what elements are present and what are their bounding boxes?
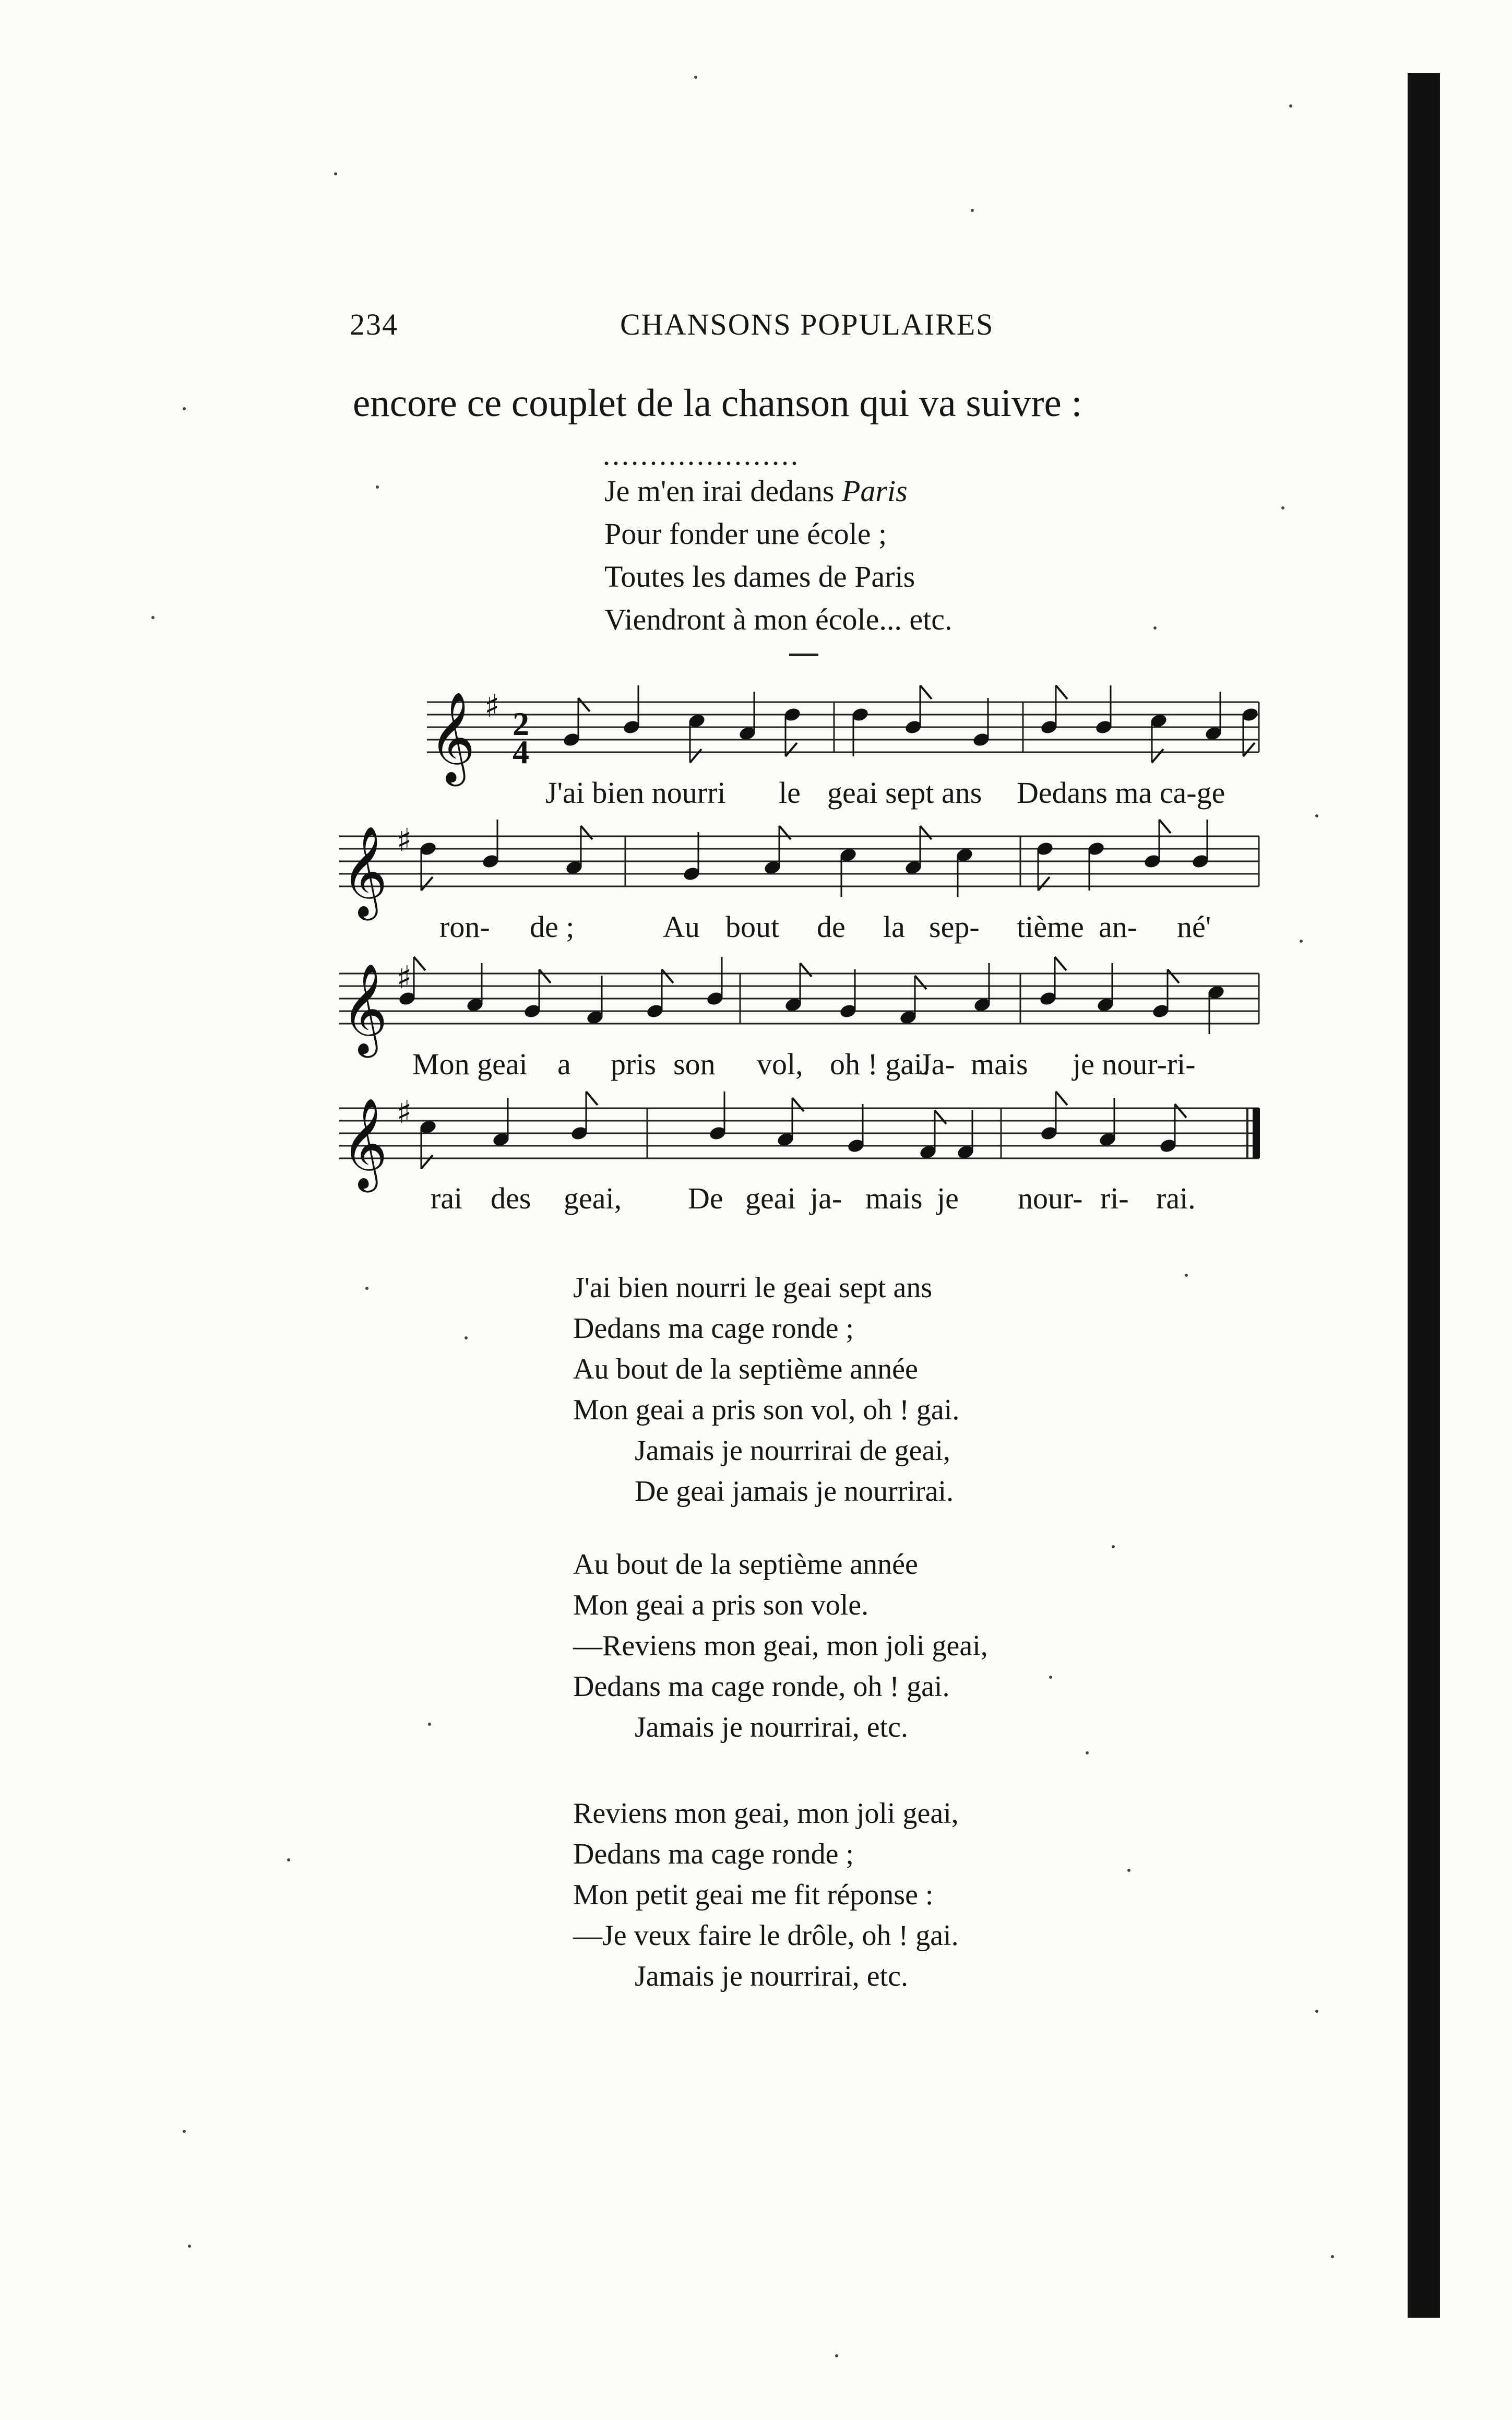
lyric-syllable: de ;: [530, 910, 575, 944]
lyric-syllable: son: [673, 1047, 716, 1081]
stanza-line: Mon geai a pris son vole.: [573, 1589, 869, 1621]
refrain-line: Jamais je nourrirai, etc.: [635, 1711, 909, 1743]
scan-speck: [365, 1287, 368, 1290]
scan-speck: [694, 76, 697, 79]
running-title: CHANSONS POPULAIRES: [620, 307, 994, 341]
note-flag: [586, 1092, 598, 1105]
scan-speck: [1315, 814, 1318, 817]
stanza: [573, 1544, 988, 1748]
dotted-line: .....................: [603, 439, 800, 471]
stanza-line: Au bout de la septième année: [573, 1548, 918, 1581]
lyric-syllable: Dedans ma ca-ge: [1017, 776, 1225, 810]
time-signature-bottom: 4: [513, 733, 529, 770]
scan-speck: [465, 1336, 468, 1339]
stanza-line: Dedans ma cage ronde, oh ! gai.: [573, 1670, 950, 1703]
note-flag: [662, 969, 673, 983]
verse-line: Toutes les dames de Paris: [604, 560, 915, 594]
page-number: 234: [350, 307, 398, 341]
note-flag: [1175, 1104, 1186, 1118]
stanza-line: Dedans ma cage ronde ;: [573, 1838, 854, 1870]
lyric-syllable: oh ! gai.: [830, 1047, 930, 1081]
verse-line: Pour fonder une école ;: [604, 517, 887, 551]
scan-speck: [428, 1723, 431, 1726]
note-flag: [920, 685, 932, 699]
scan-speck: [1127, 1869, 1130, 1872]
lyric-syllable: mais: [865, 1181, 923, 1215]
lyric-syllable: mais: [971, 1047, 1028, 1081]
scan-speck: [188, 2245, 191, 2248]
note-flag: [779, 826, 791, 839]
lyric-syllable: Mon geai: [412, 1047, 528, 1081]
intro-text: encore ce couplet de la chanson qui va suivre :: [353, 382, 1082, 425]
scan-speck: [1049, 1676, 1052, 1679]
note-flag: [1055, 957, 1066, 970]
verse-line: Viendront à mon école... etc.: [604, 602, 953, 636]
lyric-syllable: bout: [725, 910, 780, 944]
scan-speck: [334, 172, 337, 175]
note-flag: [1168, 969, 1179, 983]
lyric-syllable: rai.: [1156, 1181, 1196, 1215]
treble-clef-icon: 𝄞: [341, 963, 388, 1054]
scan-speck: [183, 2130, 186, 2133]
stanza-line: Au bout de la septième année: [573, 1353, 918, 1385]
note-flag: [414, 957, 425, 970]
verse-line: Je m'en irai dedans Paris: [604, 474, 908, 508]
refrain-line: Jamais je nourrirai, etc.: [635, 1960, 909, 1992]
stanza-line: —Je veux faire le drôle, oh ! gai.: [573, 1919, 959, 1952]
lyric-syllable: le: [779, 776, 801, 810]
note-flag: [421, 877, 433, 891]
final-bar-thick: [1253, 1108, 1260, 1158]
note-flag: [581, 826, 592, 839]
lyric-syllable: vol,: [757, 1047, 803, 1081]
lyric-syllable: pris: [611, 1047, 656, 1081]
lyric-syllable: an-: [1099, 910, 1138, 944]
scan-speck: [1300, 940, 1303, 943]
lyric-syllable: geai sept ans: [827, 776, 982, 810]
lyric-syllable: ri-: [1100, 1181, 1129, 1215]
lyric-syllable: ron-: [439, 910, 490, 944]
lyric-syllable: rai: [431, 1181, 463, 1215]
refrain-line: De geai jamais je nourrirai.: [635, 1475, 954, 1508]
scan-speck: [183, 407, 186, 410]
scan-speck: [971, 209, 974, 212]
refrain-line: Jamais je nourrirai de geai,: [635, 1434, 950, 1467]
lyric-syllable: je: [937, 1181, 959, 1215]
lyric-syllable: de: [817, 910, 846, 944]
stanza-line: Mon petit geai me fit réponse :: [573, 1879, 934, 1911]
note-flag: [1056, 685, 1067, 699]
scan-speck: [1289, 104, 1292, 108]
verse-italic: Paris: [841, 474, 908, 508]
note-flag: [1056, 1092, 1067, 1105]
scan-speck: [287, 1858, 290, 1861]
stanza-line: —Reviens mon geai, mon joli geai,: [573, 1630, 988, 1662]
lyric-syllable: nour-: [1018, 1181, 1083, 1215]
note-flag: [1159, 820, 1171, 833]
lyric-syllable: tième: [1017, 910, 1084, 944]
sharp-icon: ♯: [484, 688, 500, 725]
lyric-syllable: je nour-ri-: [1073, 1047, 1196, 1081]
scan-speck: [1086, 1751, 1089, 1754]
lyric-syllable: geai,: [564, 1181, 622, 1215]
note-flag: [1038, 877, 1050, 891]
stanza: [573, 1267, 959, 1512]
scan-speck: [151, 616, 154, 619]
treble-clef-icon: 𝄞: [429, 692, 475, 782]
note-flag: [792, 1098, 804, 1111]
note-flag: [935, 1110, 946, 1124]
sharp-icon: ♯: [397, 822, 412, 859]
lyric-syllable: Ja-: [920, 1047, 955, 1081]
scan-speck: [1112, 1545, 1115, 1548]
lyric-syllable: la: [883, 910, 905, 944]
scan-speck: [1153, 626, 1157, 630]
lyric-syllable: J'ai bien nourri: [545, 776, 726, 810]
note-flag: [785, 743, 797, 756]
note-flag: [539, 969, 551, 983]
note-flag: [920, 826, 932, 839]
lyric-syllable: sep-: [929, 910, 980, 944]
stanza-line: J'ai bien nourri le geai sept ans: [573, 1272, 933, 1304]
stanza-line: Reviens mon geai, mon joli geai,: [573, 1797, 959, 1830]
note-flag: [1243, 743, 1255, 756]
scan-speck: [1331, 2255, 1334, 2258]
stanza-line: Mon geai a pris son vol, oh ! gai.: [573, 1394, 960, 1426]
stanza: [573, 1793, 959, 1997]
time-signature-top: 2: [513, 705, 529, 742]
scan-speck: [1315, 2010, 1318, 2013]
note-flag: [800, 963, 812, 977]
note-flag: [421, 1155, 433, 1169]
lyric-syllable: a: [557, 1047, 571, 1081]
treble-clef-icon: 𝄞: [341, 1098, 388, 1189]
scan-speck: [835, 2354, 838, 2357]
lyric-syllable: des: [491, 1181, 531, 1215]
sharp-icon: ♯: [397, 959, 412, 996]
scan-speck: [376, 485, 379, 489]
lyric-syllable: ja-: [810, 1181, 842, 1215]
treble-clef-icon: 𝄞: [341, 826, 388, 917]
sharp-icon: ♯: [397, 1094, 412, 1131]
lyric-syllable: geai: [745, 1181, 796, 1215]
scan-speck: [1185, 1274, 1188, 1277]
lyric-syllable: né': [1177, 910, 1211, 944]
lyric-syllable: De: [688, 1181, 723, 1215]
note-flag: [915, 976, 926, 989]
scan-speck: [1281, 506, 1284, 509]
stanza-line: Dedans ma cage ronde ;: [573, 1312, 854, 1345]
note-flag: [578, 698, 590, 711]
lyric-syllable: Au: [663, 910, 700, 944]
note-flag: [1152, 749, 1163, 763]
note-flag: [690, 749, 701, 763]
